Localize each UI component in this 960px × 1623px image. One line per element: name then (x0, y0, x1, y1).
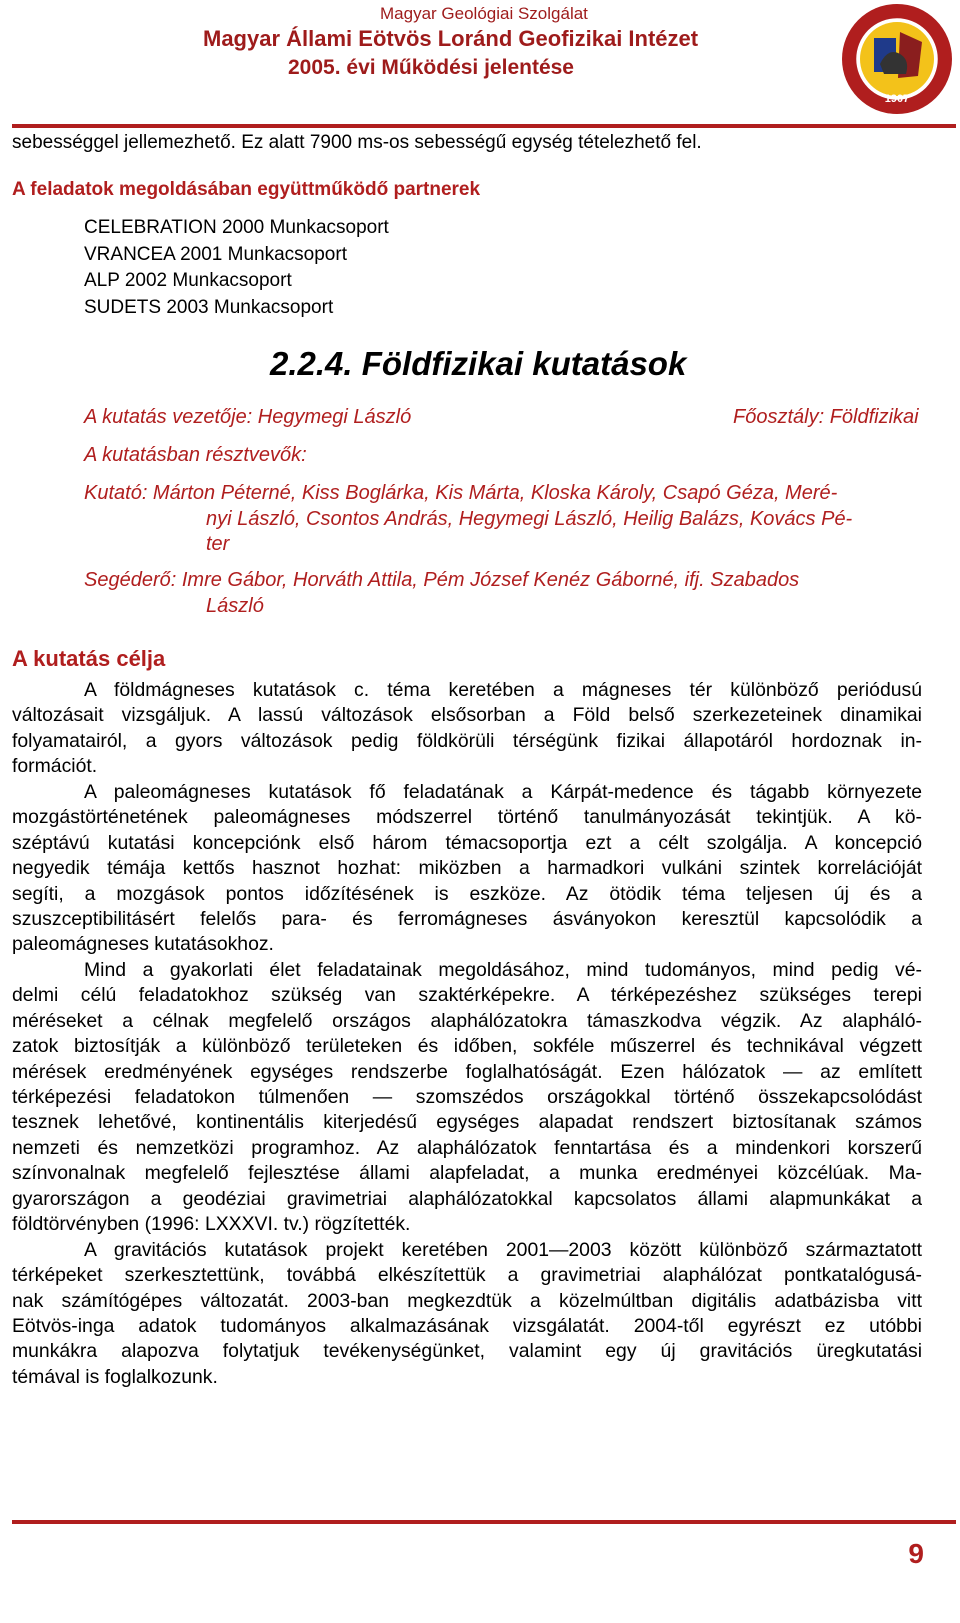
body-line: változásait vizsgáljuk. A lassú változások elsősorban a Föld belső szerkezeteinek dinamikai (12, 704, 922, 727)
header-report-title: 2005. évi Működési jelentése (288, 56, 574, 79)
body-line: földtörvényben (1996: LXXXVI. tv.) rögzítették. (12, 1213, 411, 1236)
body-line: A paleomágneses kutatások fő feladatának a Kárpát-medence és tágabb környezete (84, 780, 922, 803)
body-line: gyarországon a geodéziai gravimetriai alaphálózatokkal kapcsolatos állami alapmunkákat a (12, 1187, 922, 1210)
body-line: térképezési feladatokon túlmenően — szomszédos országokkal történő összekapcsolódást (12, 1086, 922, 1108)
page-header (0, 0, 960, 120)
body-line: folyamatairól, a gyors változások pedig földkörüli térségünk fizikai állapotáról hordoznak in- (12, 729, 922, 752)
body-line: mozgástörténetének paleomágneses módszerrel történő tanulmányozását tekintjük. A kö- (12, 806, 922, 829)
footer-divider (12, 1520, 956, 1524)
assistants-list (84, 568, 930, 619)
body-line: térképeket szerkesztettünk, továbbá elkészítettük a gravimetriai alaphálózat pontkatalógusá- (12, 1264, 922, 1287)
body-line: témával is foglalkozunk. (12, 1365, 218, 1388)
body-line: szuszceptibilitásért felelős para- és ferromágneses ásványokon keresztül kapcsolódik a (12, 907, 922, 930)
assistants-line: László (206, 594, 264, 617)
body-line: tesznek lehetővé, kontinentális kiterjedésű egységes alapadat rendszert biztosítanak számos (12, 1111, 922, 1134)
header-title: Magyar Állami Eötvös Loránd Geofizikai Intézet (203, 26, 699, 51)
body-line: A gravitációs kutatások projekt keretében 2001—2003 között különböző származtatott (84, 1238, 922, 1261)
participants-label: A kutatásban résztvevők: (84, 444, 307, 466)
partner-item: ALP 2002 Munkacsoport (84, 270, 292, 291)
partners-list (84, 215, 389, 321)
body-line: negyedik témája kettős hasznot hozhat: miközben a harmadkori vulkáni szintek korrelációját (12, 857, 922, 880)
researchers-line: Kutató: Márton Péterné, Kiss Boglárka, Kis Márta, Kloska Károly, Csapó Géza, Meré- (84, 482, 838, 504)
partner-item: CELEBRATION 2000 Munkacsoport (84, 217, 389, 238)
researchers-line: ter (206, 533, 230, 555)
body-line: mérések eredményének egységes rendszerbe foglalhatóságát. Ezen hálózatok — az említett (12, 1060, 922, 1083)
partner-item: SUDETS 2003 Munkacsoport (84, 296, 334, 318)
body-line: Eötvös-inga adatok tudományos alkalmazásának vizsgálatát. 2004-től egyrészt ez utóbbi (12, 1314, 922, 1337)
goal-heading: A kutatás célja (12, 646, 166, 671)
goal-body (12, 678, 922, 1390)
partners-heading: A feladatok megoldásában együttműködő partnerek (12, 179, 481, 200)
assistants-line: Segéderő: Imre Gábor, Horváth Attila, Pém József Kenéz Gáborné, ifj. Szabados (84, 569, 800, 591)
header-divider (12, 124, 956, 128)
seal-year: 1907 (884, 93, 910, 105)
body-line: munkákra alapozva folytatjuk tevékenységünket, valamint egy új gravitációs üregkutatási (12, 1340, 922, 1363)
header-subtitle: Magyar Geológiai Szolgálat (380, 4, 588, 23)
body-line: A földmágneses kutatások c. téma keretében a mágneses tér különböző periódusú (84, 679, 922, 701)
research-lead: A kutatás vezetője: Hegymegi László (84, 406, 412, 428)
researchers-list (84, 481, 930, 558)
body-line: színvonalnak megfelelő fejlesztése állami alapfeladat, a munka eredményei közcélúak. Ma- (12, 1162, 922, 1185)
intro-line: sebességgel jellemezhető. Ez alatt 7900 ms-os sebességű egység tételezhető fel. (12, 132, 702, 153)
body-line: zatok biztosítják a különböző területeken és időben, sokféle műszerrel és technikával végzett (12, 1035, 922, 1058)
body-line: méréseket a célnak megfelelő országos alaphálózatokra támaszkodva végzik. Az alapháló- (12, 1009, 922, 1032)
body-line: segíti, a mozgások pontos időzítésének is eszköze. Az ötödik téma teljesen új és a (12, 882, 922, 905)
body-line: paleomágneses kutatásokhoz. (12, 933, 274, 956)
department: Főosztály: Földfizikai (733, 406, 919, 428)
body-line: nak számítógépes változatát. 2003-ban megkezdtük a közelmúltban digitális adatbázisba vitt (12, 1289, 922, 1312)
institute-seal-logo (840, 2, 954, 116)
section-title: 2.2.4. Földfizikai kutatások (270, 345, 687, 382)
body-line: széptávú kutatási koncepciónk első három témacsoportja ezt a célt szolgálja. A koncepció (12, 831, 922, 854)
partner-item: VRANCEA 2001 Munkacsoport (84, 243, 347, 265)
body-line: delmi célú feladatokhoz szükség van szaktérképekre. A térképezéshez szükséges terepi (12, 984, 922, 1007)
body-line: formációt. (12, 755, 98, 778)
researchers-line: nyi László, Csontos András, Hegymegi László, Heilig Balázs, Kovács Pé- (206, 507, 853, 530)
page-number: 9 (908, 1538, 924, 1569)
body-line: nemzeti és nemzetközi programhoz. Az alaphálózatok fenntartása és a mindenkori korszerű (12, 1136, 922, 1159)
body-line: Mind a gyakorlati élet feladatainak megoldásához, mind tudományos, mind pedig vé- (84, 958, 922, 981)
